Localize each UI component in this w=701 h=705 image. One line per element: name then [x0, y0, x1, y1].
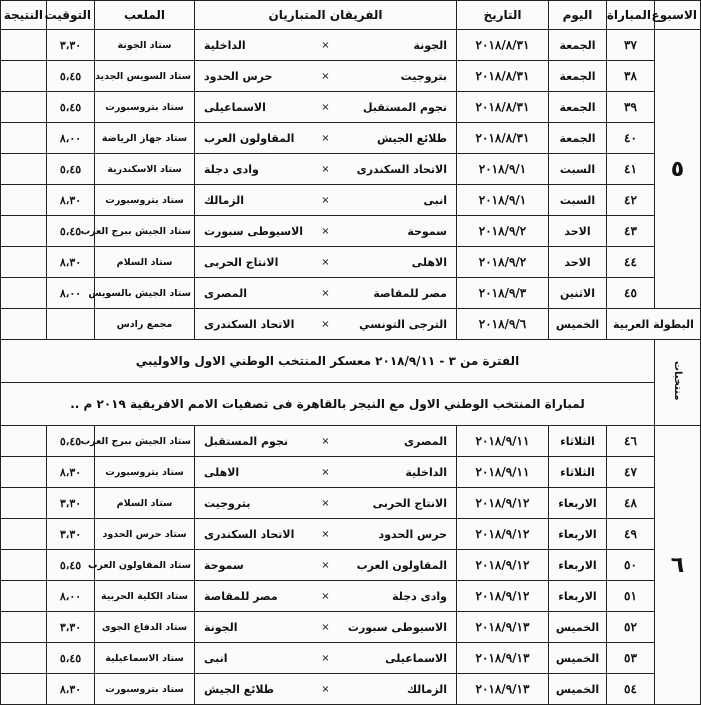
- vs-mark: ×: [321, 225, 330, 237]
- away-team: الجونة: [203, 620, 238, 634]
- arab-cup-result: [1, 309, 47, 340]
- match-venue: ستاد المقاولون العرب: [95, 550, 195, 581]
- match-teams: [195, 674, 457, 705]
- match-result: [1, 30, 47, 61]
- match-date: ٢٠١٨/٩/٣: [457, 278, 549, 309]
- header-time: التوقيت: [47, 1, 95, 30]
- match-number: ٣٧: [607, 30, 655, 61]
- home-team: الجونة: [413, 38, 447, 52]
- match-number: ٥٣: [607, 643, 655, 674]
- match-result: [1, 278, 47, 309]
- match-number: ٤٨: [607, 488, 655, 519]
- home-team: الداخلية: [405, 465, 447, 479]
- match-date: ٢٠١٨/٩/١٣: [457, 612, 549, 643]
- home-team: مصر للمقاصة: [373, 286, 447, 300]
- match-date: ٢٠١٨/٩/١٣: [457, 674, 549, 705]
- match-row: [1, 61, 701, 92]
- match-result: [1, 92, 47, 123]
- vs-mark: ×: [321, 132, 330, 144]
- away-team: وادى دجلة: [203, 162, 259, 176]
- match-day: الجمعة: [549, 123, 607, 154]
- away-team: مصر للمقاصة: [203, 589, 278, 603]
- match-venue: ستاد الجيش بالسويس: [95, 278, 195, 309]
- match-venue: ستاد بتروسبورت: [95, 457, 195, 488]
- match-day: الاحد: [549, 247, 607, 278]
- match-row: [1, 550, 701, 581]
- week-number: ٦: [655, 426, 701, 705]
- week6-section: [1, 426, 701, 705]
- header-venue: الملعب: [95, 1, 195, 30]
- week-number: ٥: [655, 30, 701, 309]
- match-row: [1, 643, 701, 674]
- match-number: ٥٢: [607, 612, 655, 643]
- match-venue: ستاد السلام: [95, 488, 195, 519]
- match-day: الثلاثاء: [549, 426, 607, 457]
- match-date: ٢٠١٨/٩/٢: [457, 247, 549, 278]
- match-number: ٤٦: [607, 426, 655, 457]
- vs-mark: ×: [321, 39, 330, 51]
- vs-mark: ×: [321, 287, 330, 299]
- match-row: [1, 154, 701, 185]
- match-result: [1, 612, 47, 643]
- match-time: ٨،٣٠: [47, 247, 95, 278]
- away-team: الاهلى: [203, 465, 240, 479]
- arab-cup-date: ٢٠١٨/٩/٦: [457, 309, 549, 340]
- match-time: ٨،٠٠: [47, 123, 95, 154]
- away-team: الاسيوطى سبورت: [203, 224, 304, 238]
- match-venue: ستاد الكلية الحربية: [95, 581, 195, 612]
- vs-mark: ×: [321, 256, 330, 268]
- away-team: بتروجيت: [203, 496, 251, 510]
- home-team: الاسماعيلى: [385, 651, 447, 665]
- match-number: ٥٠: [607, 550, 655, 581]
- match-time: ٣،٣٠: [47, 519, 95, 550]
- match-row: [1, 581, 701, 612]
- match-result: [1, 674, 47, 705]
- match-result: [1, 426, 47, 457]
- match-teams: [195, 154, 457, 185]
- match-number: ٤٩: [607, 519, 655, 550]
- match-result: [1, 185, 47, 216]
- vs-mark: ×: [321, 194, 330, 206]
- match-venue: ستاد بتروسبورت: [95, 185, 195, 216]
- match-result: [1, 216, 47, 247]
- match-time: ٥،٤٥: [47, 154, 95, 185]
- vs-mark: ×: [321, 435, 330, 447]
- match-date: ٢٠١٨/٩/١٢: [457, 488, 549, 519]
- match-day: الخميس: [549, 674, 607, 705]
- match-result: [1, 123, 47, 154]
- match-date: ٢٠١٨/٩/١٢: [457, 581, 549, 612]
- arab-cup-time: [47, 309, 95, 340]
- home-team: الانتاج الحربى: [372, 496, 447, 510]
- away-team: المصرى: [203, 286, 248, 300]
- match-teams: [195, 216, 457, 247]
- match-venue: ستاد الدفاع الجوى: [95, 612, 195, 643]
- home-team: طلائع الجيش: [376, 131, 447, 145]
- match-result: [1, 550, 47, 581]
- match-venue: ستاد بتروسبورت: [95, 92, 195, 123]
- match-teams: [195, 30, 457, 61]
- match-day: الاربعاء: [549, 581, 607, 612]
- match-result: [1, 643, 47, 674]
- notice-line-2: لمباراة المنتخب الوطني الاول مع النيجر بالقاهرة فى تصفيات الامم الافريقية ٢٠١٩ م ..: [1, 383, 655, 426]
- match-time: ٥،٤٥: [47, 643, 95, 674]
- match-day: الجمعة: [549, 92, 607, 123]
- match-row: [1, 674, 701, 705]
- match-date: ٢٠١٨/٩/١٣: [457, 643, 549, 674]
- match-venue: ستاد الاسماعيلية: [95, 643, 195, 674]
- match-date: ٢٠١٨/٩/١: [457, 185, 549, 216]
- notice-row-2: [1, 383, 701, 426]
- match-time: ٥،٤٥: [47, 92, 95, 123]
- match-time: ٥،٤٥: [47, 550, 95, 581]
- match-date: ٢٠١٨/٨/٣١: [457, 30, 549, 61]
- match-number: ٣٩: [607, 92, 655, 123]
- match-number: ٤٤: [607, 247, 655, 278]
- match-time: ٨،٣٠: [47, 185, 95, 216]
- match-row: [1, 247, 701, 278]
- match-teams: [195, 123, 457, 154]
- match-venue: ستاد الجيش ببرج العرب: [95, 426, 195, 457]
- match-row: [1, 30, 701, 61]
- match-result: [1, 61, 47, 92]
- match-teams: [195, 519, 457, 550]
- home-team: انبى: [423, 193, 447, 207]
- header-day: اليوم: [549, 1, 607, 30]
- away-team: سموحة: [203, 558, 244, 572]
- match-number: ٥٤: [607, 674, 655, 705]
- match-day: الاربعاء: [549, 488, 607, 519]
- vs-mark: ×: [321, 70, 330, 82]
- arab-cup-day: الخميس: [549, 309, 607, 340]
- match-result: [1, 519, 47, 550]
- match-result: [1, 488, 47, 519]
- match-number: ٤١: [607, 154, 655, 185]
- vs-mark: ×: [321, 683, 330, 695]
- match-row: [1, 278, 701, 309]
- header-date: التاريخ: [457, 1, 549, 30]
- away-team: الاسماعيلى: [203, 100, 266, 114]
- home-team: المصرى: [403, 434, 447, 448]
- match-teams: [195, 426, 457, 457]
- home-team: الزمالك: [406, 682, 447, 696]
- match-teams: [195, 278, 457, 309]
- notice-line-1: الفترة من ٣ - ٢٠١٨/٩/١١ معسكر المنتخب الوطني الاول والاوليبي: [1, 340, 655, 383]
- match-result: [1, 457, 47, 488]
- match-time: ٣،٣٠: [47, 612, 95, 643]
- match-teams: [195, 247, 457, 278]
- match-row: [1, 216, 701, 247]
- match-teams: [195, 457, 457, 488]
- match-result: [1, 154, 47, 185]
- away-team: الداخلية: [203, 38, 246, 52]
- away-team: الاتحاد السكندرى: [203, 527, 295, 541]
- away-team: انبى: [203, 651, 228, 665]
- home-team: المقاولون العرب: [356, 558, 447, 572]
- match-result: [1, 247, 47, 278]
- match-number: ٤٧: [607, 457, 655, 488]
- vs-mark: ×: [321, 621, 330, 633]
- home-team: الاسيوطى سبورت: [347, 620, 447, 634]
- home-team: الاتحاد السكندرى: [356, 162, 447, 176]
- match-time: ٥،٤٥: [47, 426, 95, 457]
- match-teams: [195, 643, 457, 674]
- week5-section: [1, 30, 701, 309]
- match-time: ٨،٣٠: [47, 674, 95, 705]
- away-team: الزمالك: [203, 193, 245, 207]
- arab-cup-home: الترجى التونسي: [359, 317, 447, 331]
- match-number: ٣٨: [607, 61, 655, 92]
- match-date: ٢٠١٨/٨/٣١: [457, 61, 549, 92]
- vs-mark: ×: [321, 590, 330, 602]
- vs-mark: ×: [321, 652, 330, 664]
- home-team: نجوم المستقبل: [362, 100, 447, 114]
- match-teams: [195, 185, 457, 216]
- match-time: ٨،٠٠: [47, 278, 95, 309]
- vs-mark: ×: [321, 318, 330, 330]
- away-team: طلائع الجيش: [203, 682, 275, 696]
- arab-cup-section: [1, 309, 701, 340]
- match-date: ٢٠١٨/٨/٣١: [457, 123, 549, 154]
- match-teams: [195, 488, 457, 519]
- arab-cup-venue: مجمع رادس: [95, 309, 195, 340]
- match-venue: ستاد الجيش ببرج العرب: [95, 216, 195, 247]
- match-teams: [195, 61, 457, 92]
- header-week: الاسبوع: [655, 1, 701, 30]
- home-team: وادى دجلة: [392, 589, 447, 603]
- match-time: ٣،٣٠: [47, 30, 95, 61]
- match-day: الثلاثاء: [549, 457, 607, 488]
- match-day: الاربعاء: [549, 519, 607, 550]
- arab-cup-row: [1, 309, 701, 340]
- arab-cup-away: الاتحاد السكندرى: [203, 317, 295, 331]
- match-row: [1, 123, 701, 154]
- match-row: [1, 457, 701, 488]
- away-team: المقاولون العرب: [203, 131, 295, 145]
- vs-mark: ×: [321, 163, 330, 175]
- notice-row-1: [1, 340, 701, 383]
- match-day: الجمعة: [549, 61, 607, 92]
- away-team: حرس الحدود: [203, 69, 273, 83]
- vs-mark: ×: [321, 559, 330, 571]
- match-number: ٤٠: [607, 123, 655, 154]
- notice-label-cell: [655, 340, 701, 426]
- match-venue: ستاد السلام: [95, 247, 195, 278]
- match-day: السبت: [549, 154, 607, 185]
- notice-section: [1, 340, 701, 426]
- match-day: الاربعاء: [549, 550, 607, 581]
- header-match: المباراة: [607, 1, 655, 30]
- vs-mark: ×: [321, 101, 330, 113]
- match-teams: [195, 581, 457, 612]
- match-date: ٢٠١٨/٩/٢: [457, 216, 549, 247]
- match-teams: [195, 550, 457, 581]
- match-result: [1, 581, 47, 612]
- vs-mark: ×: [321, 466, 330, 478]
- away-team: الانتاج الحربى: [203, 255, 279, 269]
- match-venue: ستاد حرس الحدود: [95, 519, 195, 550]
- match-day: الاثنين: [549, 278, 607, 309]
- home-team: بتروجيت: [400, 69, 447, 83]
- match-row: [1, 185, 701, 216]
- match-date: ٢٠١٨/٩/١١: [457, 426, 549, 457]
- header-teams: الفريقان المتباريان: [195, 1, 457, 30]
- match-venue: ستاد جهاز الرياضة: [95, 123, 195, 154]
- match-day: الجمعة: [549, 30, 607, 61]
- match-row: [1, 519, 701, 550]
- match-row: [1, 426, 701, 457]
- away-team: نجوم المستقبل: [203, 434, 289, 448]
- match-row: [1, 488, 701, 519]
- match-number: ٤٢: [607, 185, 655, 216]
- match-venue: ستاد بتروسبورت: [95, 674, 195, 705]
- match-number: ٤٣: [607, 216, 655, 247]
- vs-mark: ×: [321, 528, 330, 540]
- match-teams: [195, 612, 457, 643]
- header-result: النتيجة: [1, 1, 47, 30]
- match-venue: ستاد السويس الجديد: [95, 61, 195, 92]
- match-row: [1, 92, 701, 123]
- home-team: الاهلى: [411, 255, 447, 269]
- match-day: الاحد: [549, 216, 607, 247]
- match-date: ٢٠١٨/٩/١: [457, 154, 549, 185]
- match-row: [1, 612, 701, 643]
- match-venue: ستاد الاسكندرية: [95, 154, 195, 185]
- match-date: ٢٠١٨/٩/١٢: [457, 519, 549, 550]
- arab-cup-label: البطولة العربية: [607, 309, 701, 340]
- home-team: سموحة: [407, 224, 447, 238]
- match-date: ٢٠١٨/٨/٣١: [457, 92, 549, 123]
- home-team: حرس الحدود: [378, 527, 447, 541]
- match-time: ٥،٤٥: [47, 216, 95, 247]
- match-number: ٤٥: [607, 278, 655, 309]
- match-day: الخميس: [549, 612, 607, 643]
- match-day: السبت: [549, 185, 607, 216]
- match-date: ٢٠١٨/٩/١٢: [457, 550, 549, 581]
- notice-label: منتخبات: [672, 361, 683, 401]
- match-time: ٥،٤٥: [47, 61, 95, 92]
- match-time: ٨،٣٠: [47, 457, 95, 488]
- match-day: الخميس: [549, 643, 607, 674]
- match-time: ٣،٣٠: [47, 488, 95, 519]
- match-date: ٢٠١٨/٩/١١: [457, 457, 549, 488]
- match-number: ٥١: [607, 581, 655, 612]
- vs-mark: ×: [321, 497, 330, 509]
- match-teams: [195, 92, 457, 123]
- header-row: [1, 1, 701, 30]
- match-venue: ستاد الجونة: [95, 30, 195, 61]
- match-time: ٨،٠٠: [47, 581, 95, 612]
- arab-cup-teams: [195, 309, 457, 340]
